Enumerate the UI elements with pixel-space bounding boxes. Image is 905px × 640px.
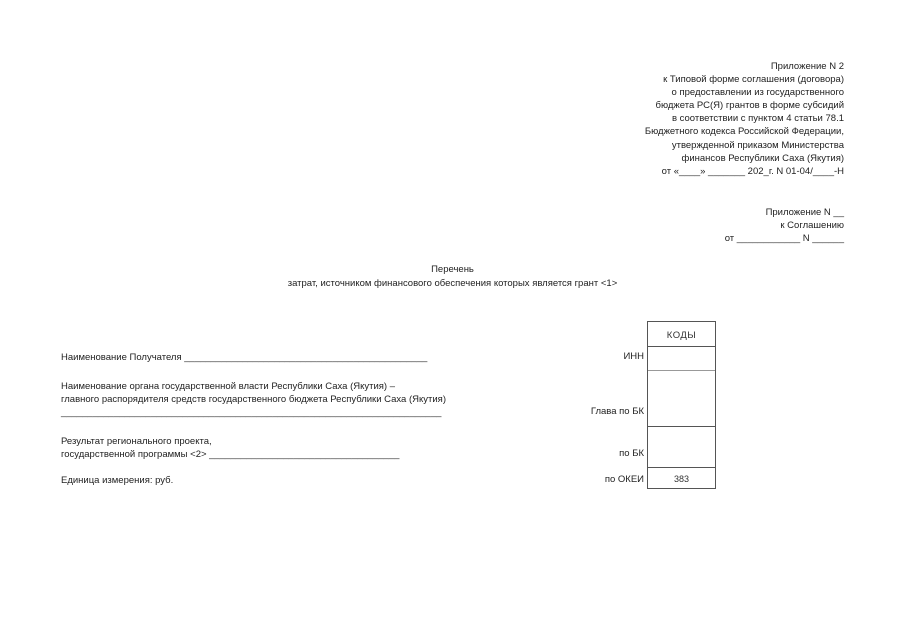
unit-field: Единица измерения: руб.: [61, 475, 174, 486]
authority-field-line-2: главного распорядителя средств государственного бюджета Республики Саха (Якутия): [61, 394, 446, 405]
appendix-line: бюджета РС(Я) грантов в форме субсидий: [655, 100, 844, 112]
okei-value: 383: [673, 474, 690, 484]
document-title: [0, 263, 905, 291]
bk-cell[interactable]: [648, 467, 715, 468]
appendix-line: Бюджетного кодекса Российской Федерации,: [644, 126, 844, 138]
inn-cell[interactable]: [648, 346, 715, 347]
appendix-line: от «____» _______ 202_г. N 01-04/____-Н: [661, 165, 844, 177]
result-field-line-1: Результат регионального проекта,: [61, 436, 212, 447]
okei-label: по ОКЕИ: [604, 474, 644, 485]
glava-bk-cell[interactable]: [648, 426, 715, 427]
title-line-1: Перечень: [431, 264, 474, 275]
appendix-header: [645, 60, 844, 178]
recipient-field: Наименование Получателя ______________________________________________: [61, 352, 428, 363]
appendix-line: Приложение N 2: [770, 61, 844, 72]
glava-bk-label: Глава по БК: [590, 406, 644, 417]
inn-label: ИНН: [623, 351, 644, 362]
appendix-line: о предоставлении из государственного: [671, 87, 844, 99]
appendix-line: в соответствии с пунктом 4 статьи 78.1: [671, 113, 844, 125]
agreement-line: Приложение N __: [765, 207, 844, 218]
codes-table: [647, 321, 716, 489]
codes-header: КОДЫ: [666, 330, 697, 341]
agreement-line: от ____________ N ______: [724, 233, 844, 245]
title-line-2: затрат, источником финансового обеспечения которых является грант <1>: [287, 278, 618, 289]
authority-field-line-1: Наименование органа государственной власти Республики Саха (Якутия) –: [61, 381, 396, 392]
agreement-line: к Соглашению: [780, 220, 844, 232]
inn-cell-divider: [648, 370, 715, 371]
appendix-line: к Типовой форме соглашения (договора): [663, 74, 844, 86]
appendix-line: утвержденной приказом Министерства: [671, 139, 844, 151]
result-field-line-2: государственной программы <2> ____________________________________: [61, 449, 400, 460]
authority-field-line-3: ________________________________________________________________________: [61, 407, 442, 418]
appendix-line: финансов Республики Саха (Якутия): [681, 152, 844, 164]
agreement-header: [725, 206, 844, 245]
bk-label: по БК: [619, 448, 644, 459]
